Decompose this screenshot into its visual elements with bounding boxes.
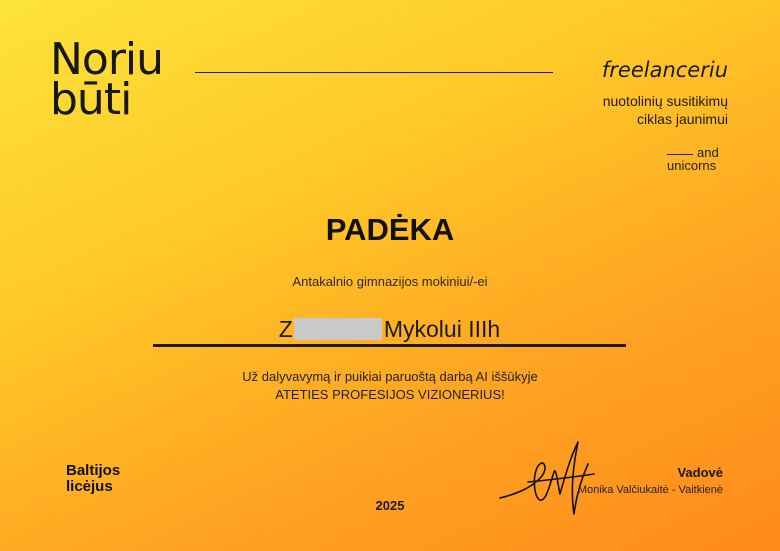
recipient-name-line [153, 314, 626, 347]
recipient-name-rest: Mykolui IIIh [383, 316, 501, 342]
recipient-initial: Z [278, 316, 293, 342]
acknowledgement-line-2: ATETIES PROFESIJOS VIZIONERIUS! [275, 387, 505, 402]
brand-title-line-1: Noriu [50, 34, 164, 85]
brand-title-line-2: būti [50, 74, 132, 125]
acknowledgement-line-1: Už dalyvavymą ir puikiai paruoštą darbą AI iššūkyje [242, 369, 538, 384]
school-logo-line-1: Baltijos [66, 462, 121, 479]
brand-title [50, 34, 164, 125]
school-logo-line-2: licėjus [66, 478, 113, 495]
handwritten-signature [498, 436, 618, 516]
and-unicorns-logo [667, 146, 719, 172]
baltijos-licejus-logo [66, 463, 120, 495]
acknowledgement-text [0, 368, 780, 404]
school-line: Antakalnio gimnazijos mokiniui/-ei [292, 274, 488, 289]
program-subtitle [603, 92, 728, 128]
header-divider [195, 72, 553, 73]
signatory-title: Vadovė [677, 465, 723, 480]
certificate-heading: PADĖKA [325, 212, 455, 247]
logo-word-unicorns: unicorns [667, 158, 717, 173]
redacted-name-block [294, 318, 382, 340]
recipient-name [279, 316, 500, 342]
program-subtitle-line-1: nuotolinių susitikimų [602, 93, 728, 109]
program-title: freelanceriu [601, 58, 728, 82]
certificate-year: 2025 [375, 498, 405, 513]
signatory-name: Monika Valčiukaitė - Vaitkienė [577, 484, 723, 496]
logo-dash [667, 154, 693, 155]
program-subtitle-line-2: ciklas jaunimui [636, 111, 728, 127]
logo-word-and: and [697, 145, 719, 160]
